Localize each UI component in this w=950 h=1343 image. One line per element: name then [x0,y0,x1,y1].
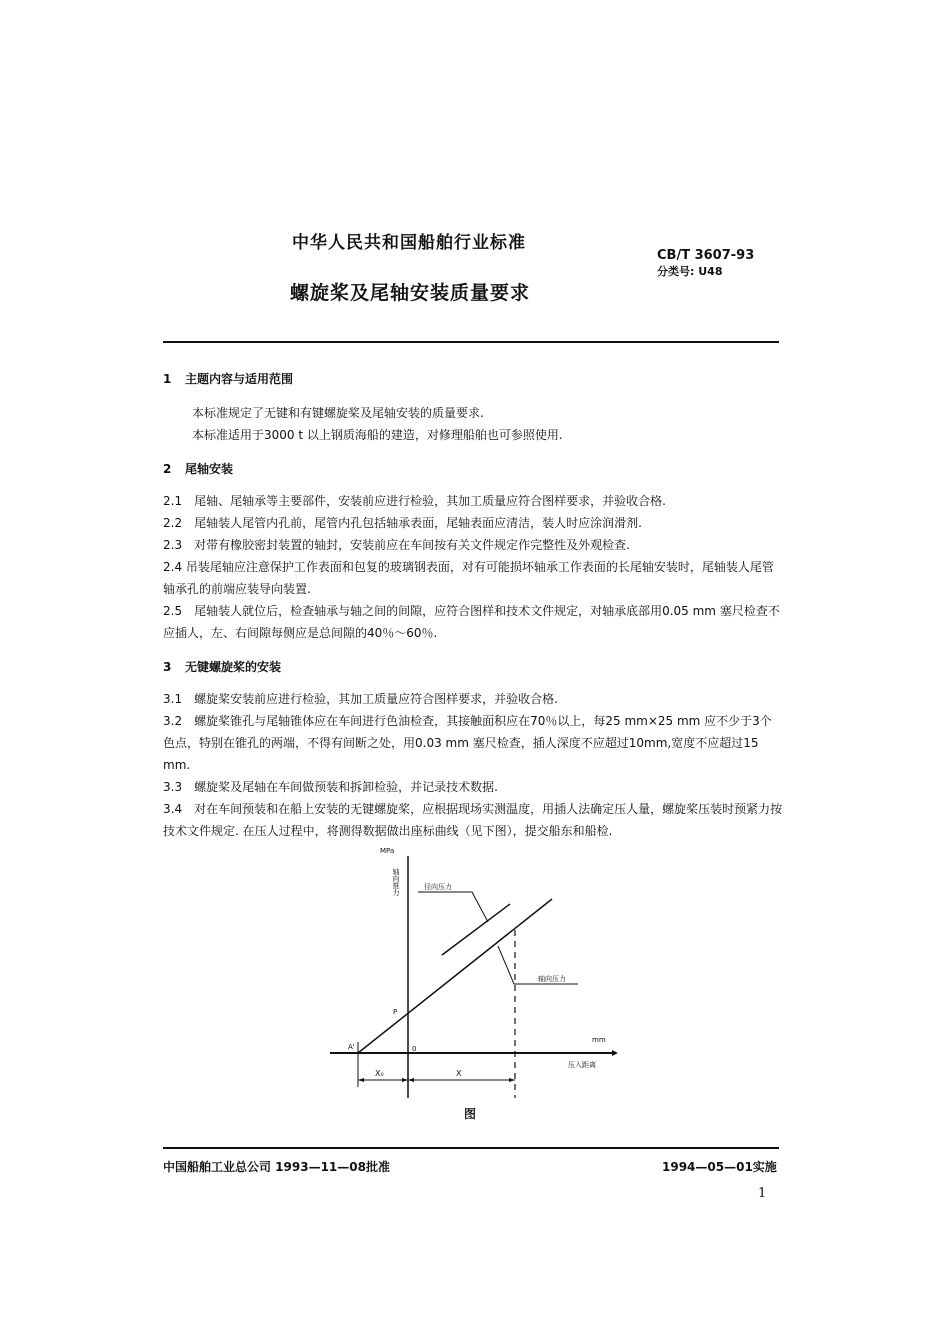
dim-arrow-right [509,1078,515,1082]
clause-3-2: 3.2 螺旋桨锥孔与尾轴锥体应在车间进行色油检查，其接触面积应在70％以上，每25 mm×25 mm 应不少于3个色点，特别在锥孔的两端，不得有间断之处，用0.03 mm 塞尺检查，插人深度不应超过10mm,宽度不应超过15 mm. [163,714,772,772]
y-unit-label: MPa [380,847,395,855]
dim-arrow-mid-right [408,1078,414,1082]
section-3-heading [163,658,281,675]
header-rule [163,341,779,343]
radial-pressure-label: 径向压力 [424,883,452,891]
section-1-paragraph-1: 本标准规定了无键和有键螺旋桨及尾轴安装的质量要求. [192,406,484,420]
document-title: 螺旋桨及尾轴安装质量要求 [290,282,531,304]
dim-arrow-left [358,1078,364,1082]
y-axis-label: 轴向推力 [392,868,400,896]
radial-pressure-line [442,904,510,955]
dim-arrow-mid-left [402,1078,408,1082]
clause-3-4: 3.4 对在车间预装和在船上安装的无键螺旋桨，应根据现场实测温度，用插人法确定压人量，螺旋桨压装时预紧力按技术文件规定. 在压人过程中，将测得数据做出座标曲线（见下图），提交船东和船检. [163,802,783,838]
pressure-line [358,899,552,1053]
section-2-heading [163,460,233,477]
section-1-paragraph-2: 本标准适用于3000 t 以上钢质海船的建造，对修理船舶也可参照使用. [192,428,563,442]
radial-leader [418,892,488,922]
clause-2-1: 2.1 尾轴、尾轴承等主要部件，安装前应进行检验，其加工质量应符合图样要求，并验收合格. [163,494,666,508]
x0-label: X₀ [375,1069,384,1078]
section-number: 1 [163,372,172,386]
x-axis-label: 压入距离 [568,1061,596,1069]
section-1-heading [163,370,293,387]
section-title: 无键螺旋桨的安装 [185,660,282,674]
section-number: 3 [163,660,172,674]
section-title: 尾轴安装 [185,462,234,476]
origin-label: 0 [412,1045,417,1053]
standard-code: CB/T 3607-93 [657,248,755,263]
approval-line: 中国船舶工业总公司 1993—11—08批准 [163,1160,390,1174]
a-label: A' [348,1043,355,1051]
page-number: 1 [758,1186,767,1201]
x-unit-label: mm [592,1036,606,1044]
classification-code: 分类号: U48 [657,265,723,278]
org-title: 中华人民共和国船舶行业标准 [292,233,526,253]
p-label: P [393,1008,398,1016]
x-axis-arrow [612,1050,618,1056]
axial-pressure-label: 轴向压力 [538,975,566,983]
footer-rule [163,1147,779,1149]
clause-3-3: 3.3 螺旋桨及尾轴在车间做预装和拆卸检验，并记录技术数据. [163,780,498,794]
clause-2-2: 2.2 尾轴装人尾管内孔前，尾管内孔包括轴承表面，尾轴表面应清洁，装人时应涂润滑剂. [163,516,642,530]
figure-caption: 图 [464,1107,477,1121]
section-number: 2 [163,462,172,476]
x-label: X [456,1069,462,1078]
clause-3-1: 3.1 螺旋桨安装前应进行检验，其加工质量应符合图样要求，并验收合格. [163,692,558,706]
section-title: 主题内容与适用范围 [185,372,294,386]
clause-2-5: 2.5 尾轴装人就位后，检查轴承与轴之间的间隙，应符合图样和技术文件规定，对轴承底部用0.05 mm 塞尺检查不应插人，左、右间隙每侧应是总间隙的40％～60％. [163,604,780,640]
clause-2-3: 2.3 对带有橡胶密封装置的轴封，安装前应在车间按有关文件规定作完整性及外观检查. [163,538,630,552]
clause-2-4: 2.4 吊装尾轴应注意保护工作表面和包复的玻璃钢表面，对有可能损坏轴承工作表面的长尾轴安装时，尾轴装人尾管轴承孔的前端应装导向装置. [163,560,774,596]
press-fit-diagram [330,842,620,1104]
effective-date: 1994—05—01实施 [662,1160,777,1174]
